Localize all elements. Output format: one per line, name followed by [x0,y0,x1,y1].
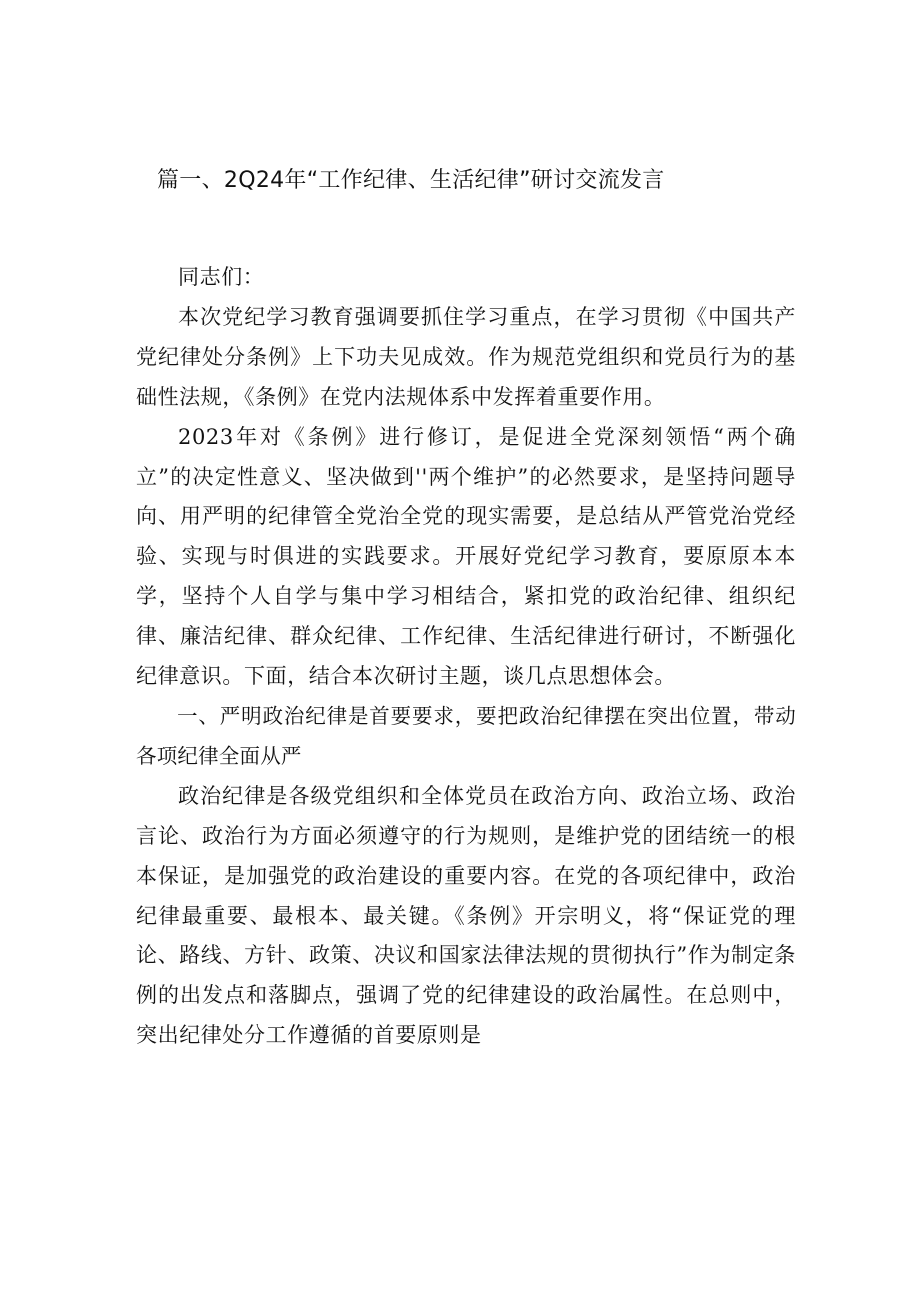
greeting: 同志们： [178,265,265,289]
paragraph-intro: 本次党纪学习教育强调要抓住学习重点，在学习贯彻《中国共产党纪律处分条例》上下功夫见成效。作为规范党组织和党员行为的基础性法规，《条例》在党内法规体系中发挥着重要作用。 [136,304,796,409]
document-body [136,258,796,1056]
paragraph-political-discipline: 政治纪律是各级党组织和全体党员在政治方向、政治立场、政治言论、政治行为方面必须遵守的行为规则，是维护党的团结统一的根本保证，是加强党的政治建设的重要内容。在党的各项纪律中，政治纪律最重要、最根本、最关键。《条例》开宗明义，将“保证党的理论、路线、方针、政策、决议和国家法律法规的贯彻执行”作为制定条例的出发点和落脚点，强调了党的纪律建设的政治属性。在总则中，突出纪律处分工作遵循的首要原则是 [136,783,796,1048]
paragraph-revision: 2023年对《条例》进行修订，是促进全党深刻领悟“两个确立”的决定性意义、坚决做到''两个维护”的必然要求，是坚持问题导向、用严明的纪律管全党治全党的现实需要，是总结从严管党治党经验、实现与时俱进的实践要求。开展好党纪学习教育，要原原本本学，坚持个人自学与集中学习相结合，紧扣党的政治纪律、组织纪律、廉洁纪律、群众纪律、工作纪律、生活纪律进行研讨，不断强化纪律意识。下面，结合本次研讨主题，谈几点思想体会。 [136,424,796,689]
document-title: 篇一、2Q24年“工作纪律、生活纪律”研讨交流发言 [157,168,665,193]
section-heading: 一、严明政治纪律是首要要求，要把政治纪律摆在突出位置，带动各项纪律全面从严 [136,703,796,768]
